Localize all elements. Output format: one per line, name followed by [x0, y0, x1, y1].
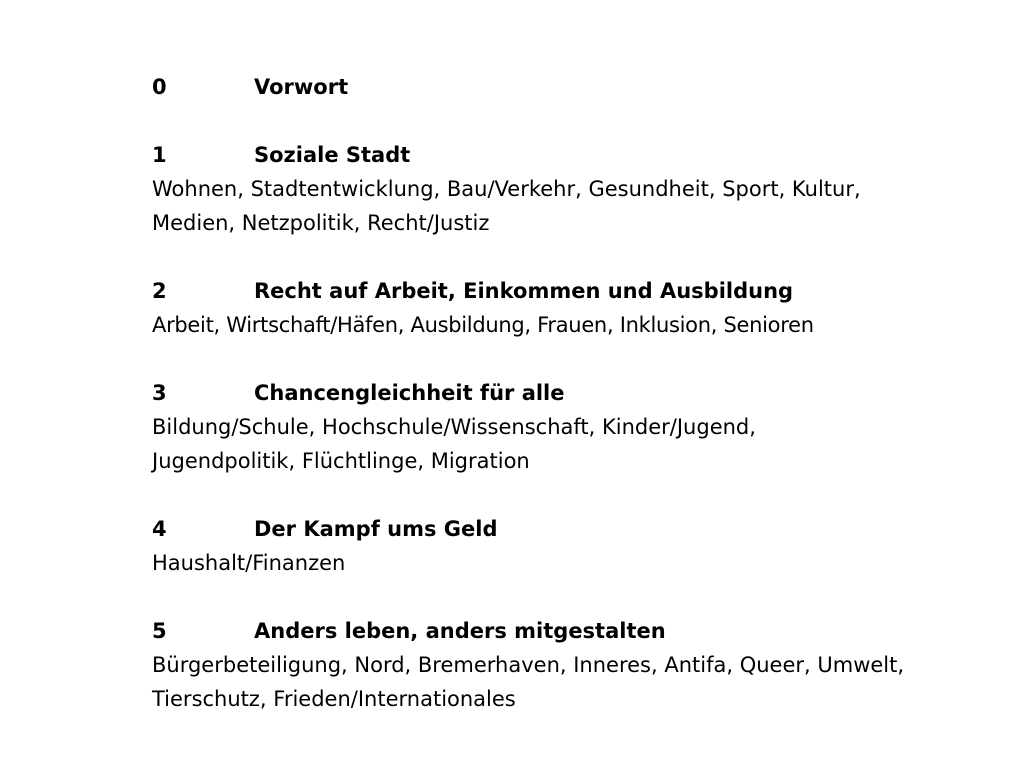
section-heading [152, 512, 972, 546]
section-heading [152, 614, 972, 648]
section-heading [152, 376, 972, 410]
section-title: Anders leben, anders mitgestalten [254, 619, 666, 643]
section-number: 3 [152, 381, 167, 405]
section-description: Haushalt/Finanzen [152, 551, 346, 575]
section-title: Soziale Stadt [254, 143, 411, 167]
section-heading [152, 70, 972, 104]
section-heading [152, 274, 972, 308]
toc-section-3 [152, 376, 972, 478]
toc-section-4 [152, 512, 972, 580]
section-heading [152, 138, 972, 172]
section-description: Bildung/Schule, Hochschule/Wissenschaft, Kinder/Jugend, Jugendpolitik, Flüchtlinge, Migration [152, 415, 756, 473]
section-number: 5 [152, 619, 167, 643]
toc-section-1 [152, 138, 972, 240]
toc-section-5 [152, 614, 972, 716]
section-number: 2 [152, 279, 167, 303]
section-title: Vorwort [254, 75, 349, 99]
section-description: Arbeit, Wirtschaft/Häfen, Ausbildung, Frauen, Inklusion, Senioren [152, 313, 814, 337]
section-title: Recht auf Arbeit, Einkommen und Ausbildung [254, 279, 794, 303]
section-title: Chancengleichheit für alle [254, 381, 565, 405]
section-number: 4 [152, 517, 167, 541]
toc-section-2 [152, 274, 972, 342]
section-number: 1 [152, 143, 167, 167]
section-number: 0 [152, 75, 167, 99]
section-title: Der Kampf ums Geld [254, 517, 498, 541]
toc-section-0 [152, 70, 972, 104]
section-description: Wohnen, Stadtentwicklung, Bau/Verkehr, Gesundheit, Sport, Kultur, Medien, Netzpolitik, Recht/Justiz [152, 177, 861, 235]
section-description: Bürgerbeteiligung, Nord, Bremerhaven, Inneres, Antifa, Queer, Umwelt, Tierschutz, Frieden/Internationales [152, 653, 905, 711]
table-of-contents [152, 70, 972, 716]
